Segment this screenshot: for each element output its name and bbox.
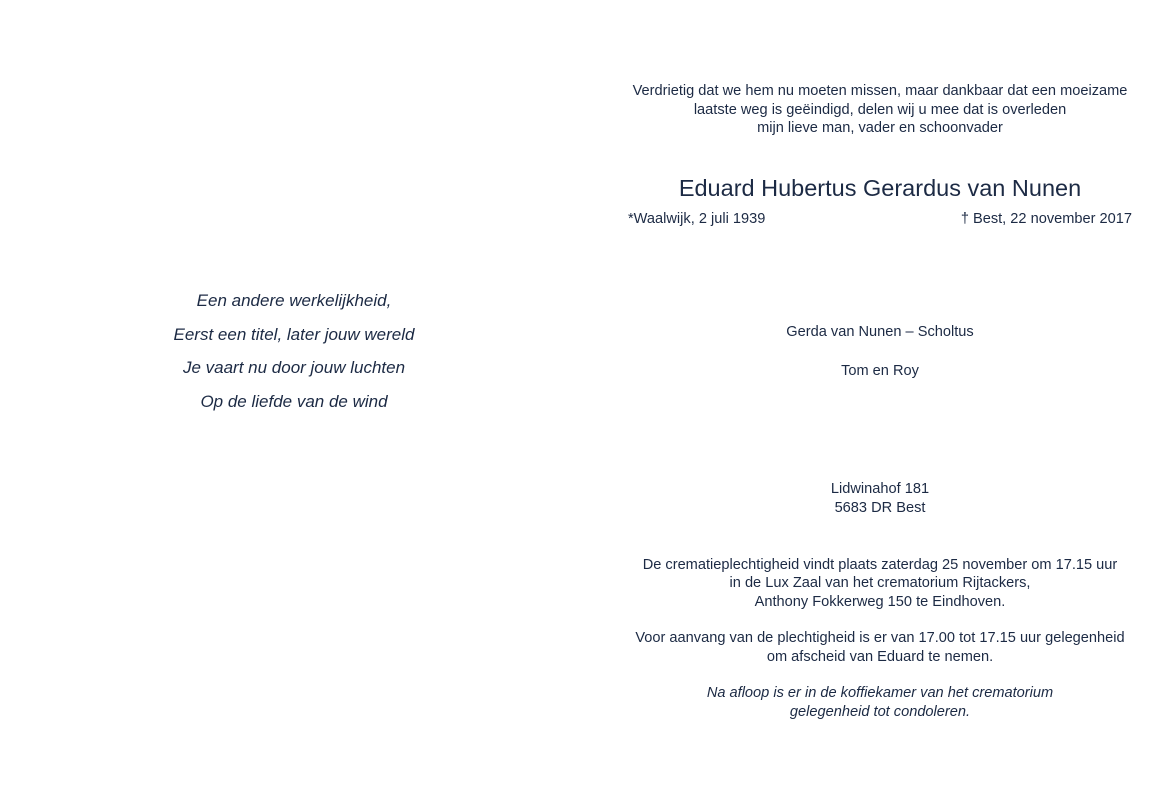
poem-line: Op de liefde van de wind: [200, 391, 388, 411]
viewing-line: om afscheid van Eduard te nemen.: [766, 648, 994, 665]
intro-line: laatste weg is geëindigd, delen wij u mee dat is overleden: [693, 101, 1067, 118]
family-names: [597, 323, 1163, 380]
ceremony-line: Anthony Fokkerweg 150 te Eindhoven.: [754, 593, 1006, 610]
condolence-line: Na afloop is er in de koffiekamer van het crematorium: [706, 685, 1054, 701]
intro-text: [597, 82, 1163, 138]
address-line: Lidwinahof 181: [830, 480, 930, 497]
family-member: Tom en Roy: [841, 362, 919, 379]
deceased-name: Eduard Hubertus Gerardus van Nunen: [678, 174, 1082, 201]
viewing-line: Voor aanvang van de plechtigheid is er van 17.00 tot 17.15 uur gelegenheid: [635, 630, 1125, 646]
ceremony-info: [597, 556, 1163, 612]
family-member: Gerda van Nunen – Scholtus: [786, 323, 974, 340]
poem: [114, 288, 474, 422]
poem-line: Een andere werkelijkheid,: [196, 291, 392, 310]
life-dates: [597, 211, 1163, 233]
condolence-info: [597, 684, 1163, 721]
condolence-line: gelegenheid tot condoleren.: [789, 703, 971, 720]
address: [597, 480, 1163, 519]
poem-line: Eerst een titel, later jouw wereld: [173, 324, 415, 344]
death-date: † Best, 22 november 2017: [960, 210, 1132, 227]
intro-line: Verdrietig dat we hem nu moeten missen, maar dankbaar dat een moeizame: [632, 83, 1128, 99]
address-line: 5683 DR Best: [834, 500, 926, 516]
viewing-info: [597, 629, 1163, 666]
ceremony-line: De crematieplechtigheid vindt plaats zaterdag 25 november om 17.15 uur: [642, 556, 1118, 573]
birth-date: *Waalwijk, 2 juli 1939: [628, 210, 766, 227]
poem-line: Je vaart nu door jouw luchten: [182, 358, 406, 377]
intro-line: mijn lieve man, vader en schoonvader: [757, 120, 1003, 136]
announcement: [597, 82, 1163, 721]
ceremony-line: in de Lux Zaal van het crematorium Rijtackers,: [729, 575, 1031, 591]
